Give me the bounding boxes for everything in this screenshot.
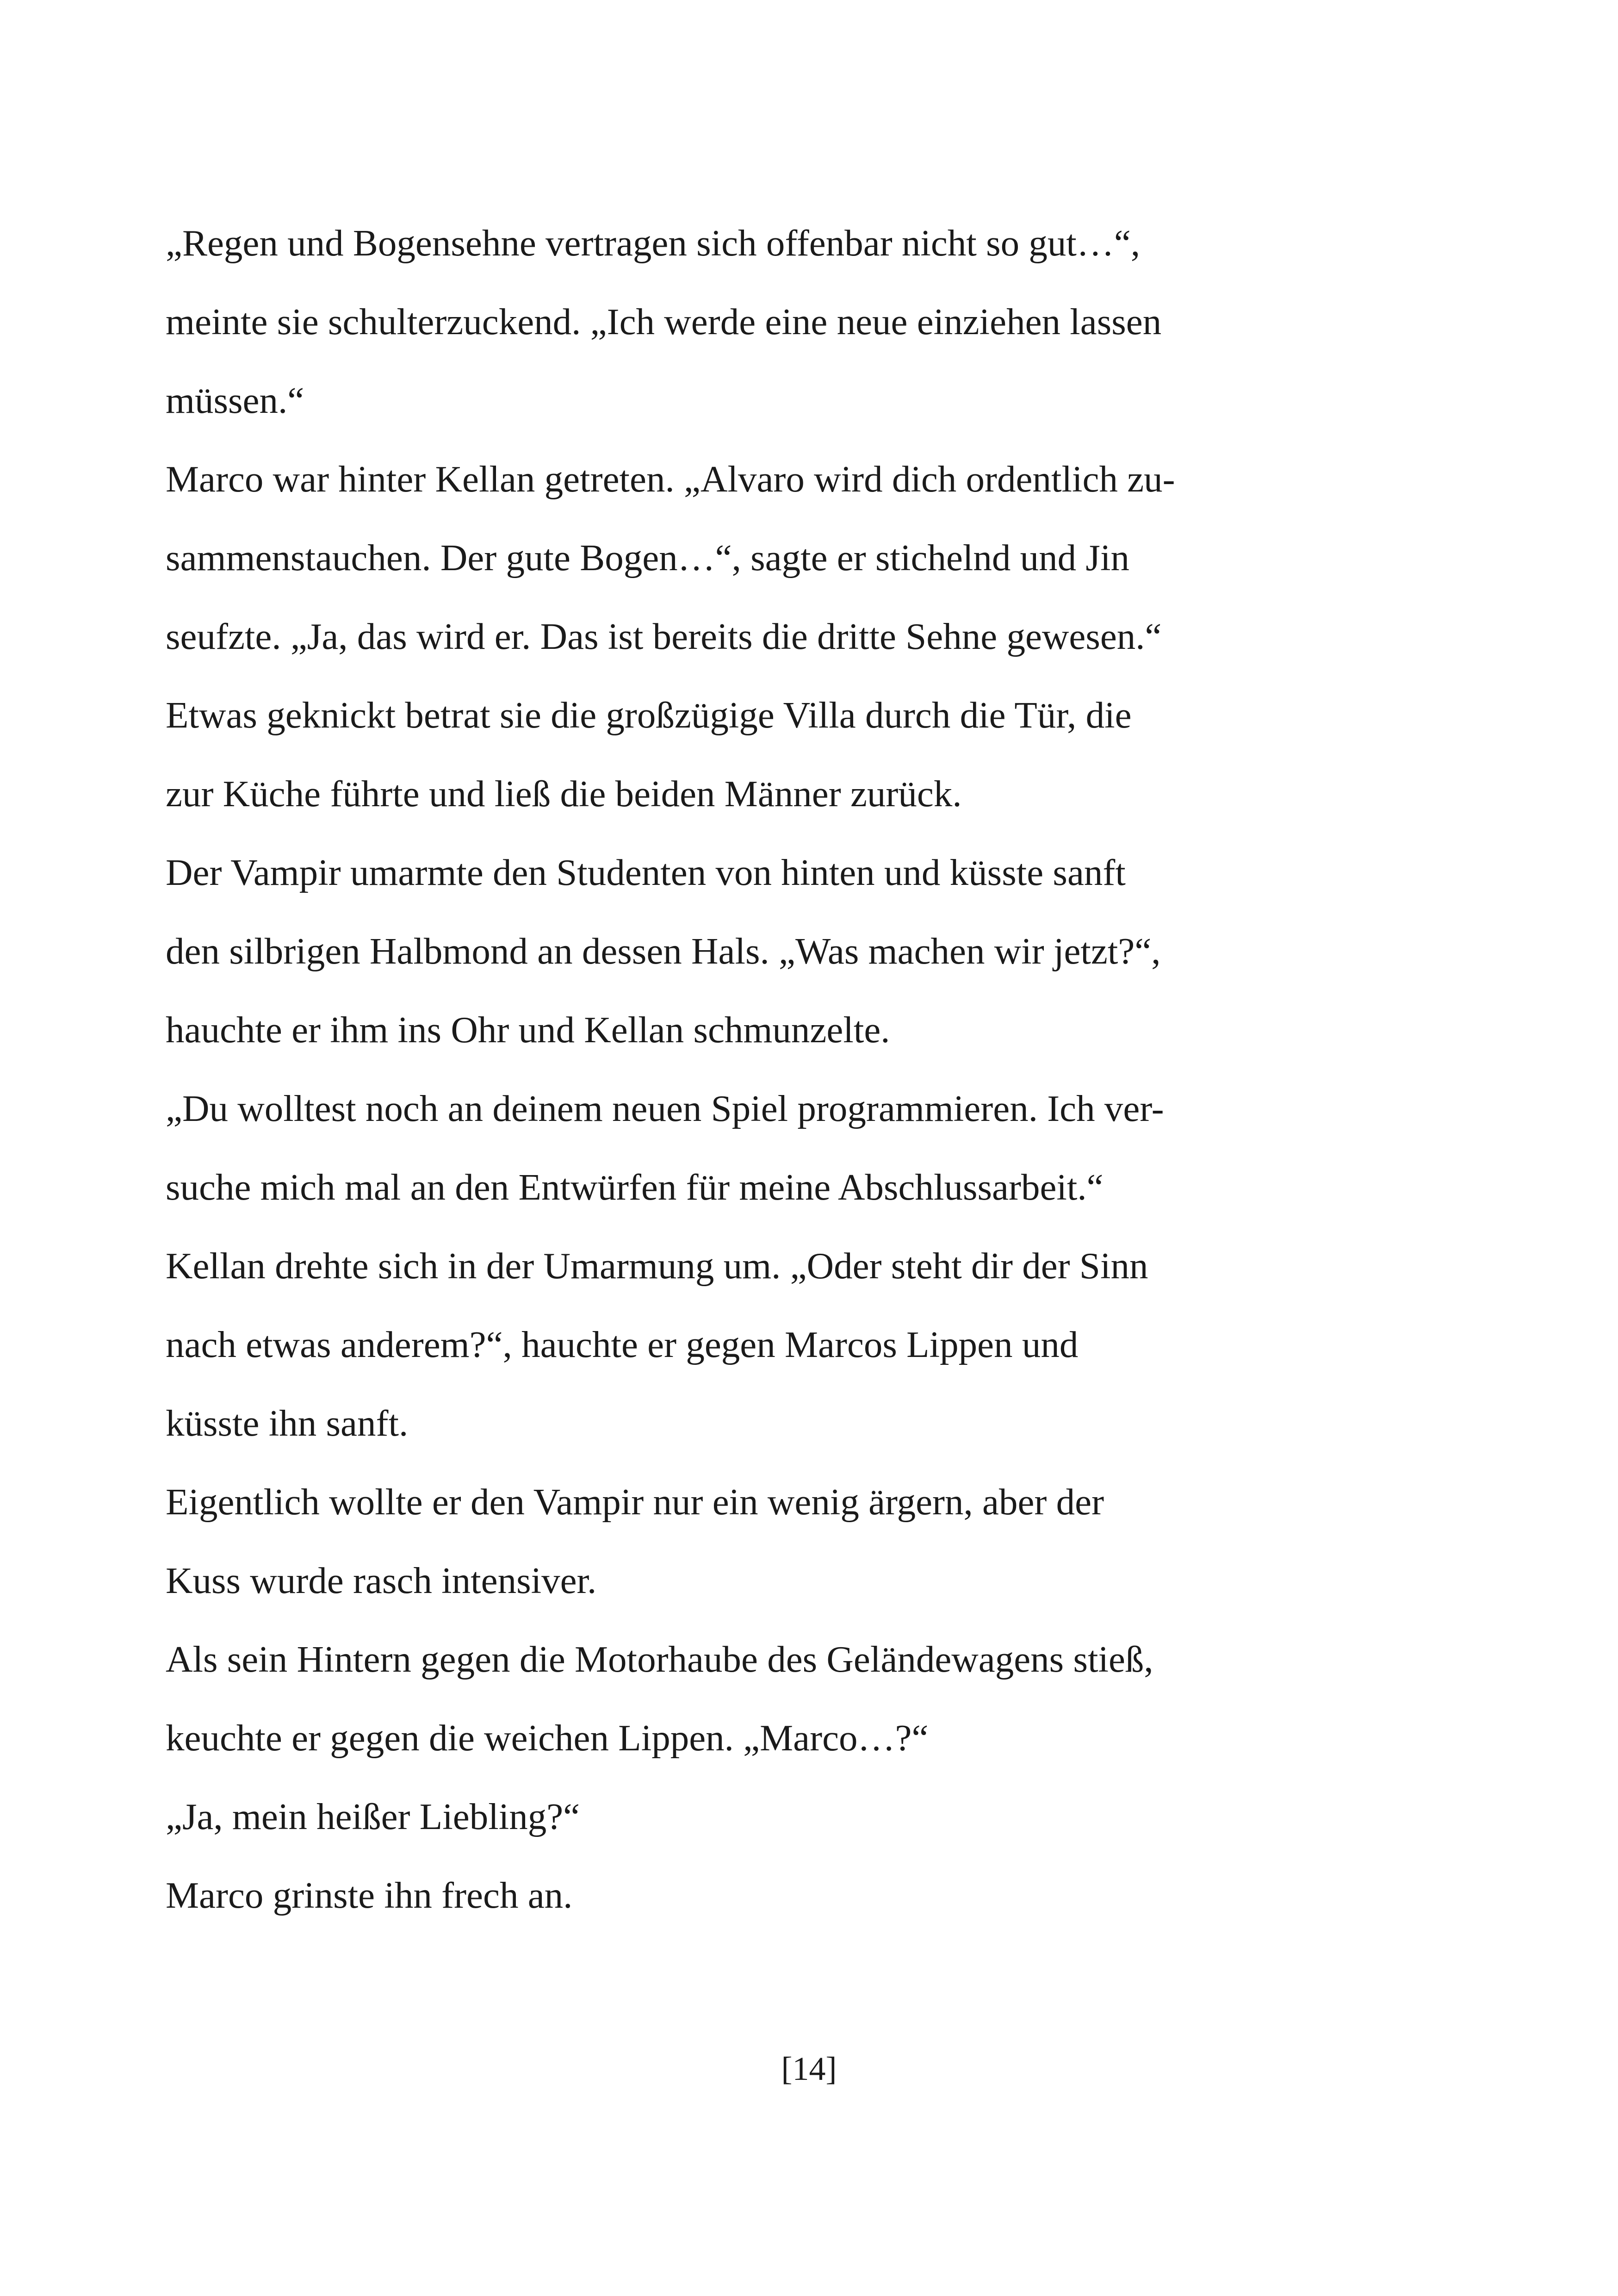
text-line: sammenstauchen. Der gute Bogen…“, sagte er stichelnd und Jin (166, 537, 1129, 579)
text-line: „Du wolltest noch an deinem neuen Spiel programmieren. Ich ver- (166, 1088, 1164, 1129)
text-line: küsste ihn sanft. (166, 1402, 409, 1444)
text-line: nach etwas anderem?“, hauchte er gegen Marcos Lippen und (166, 1324, 1079, 1365)
text-line: „Regen und Bogensehne vertragen sich offenbar nicht so gut…“, (166, 222, 1141, 264)
text-line: Als sein Hintern gegen die Motorhaube des Geländewagens stieß, (166, 1638, 1153, 1680)
text-line: Kuss wurde rasch intensiver. (166, 1560, 597, 1601)
text-line: Der Vampir umarmte den Studenten von hinten und küsste sanft (166, 852, 1126, 893)
text-line: Marco war hinter Kellan getreten. „Alvaro wird dich ordentlich zu- (166, 458, 1175, 500)
text-line: Eigentlich wollte er den Vampir nur ein wenig ärgern, aber der (166, 1481, 1104, 1523)
text-line: den silbrigen Halbmond an dessen Hals. „Was machen wir jetzt?“, (166, 930, 1161, 972)
text-line: Kellan drehte sich in der Umarmung um. „Oder steht dir der Sinn (166, 1245, 1148, 1287)
text-line: meinte sie schulterzuckend. „Ich werde eine neue einziehen lassen (166, 301, 1162, 342)
text-line: Marco grinste ihn frech an. (166, 1874, 573, 1916)
text-line: suche mich mal an den Entwürfen für meine Abschlussarbeit.“ (166, 1166, 1103, 1208)
text-line: müssen.“ (166, 380, 304, 421)
text-line: Etwas geknickt betrat sie die großzügige Villa durch die Tür, die (166, 694, 1132, 736)
text-line: zur Küche führte und ließ die beiden Männer zurück. (166, 773, 962, 815)
text-line: seufzte. „Ja, das wird er. Das ist bereits die dritte Sehne gewesen.“ (166, 616, 1162, 657)
body-text (166, 204, 1461, 1935)
page-number: [14] (781, 2050, 837, 2087)
text-line: keuchte er gegen die weichen Lippen. „Marco…?“ (166, 1717, 929, 1759)
text-line: „Ja, mein heißer Liebling?“ (166, 1796, 580, 1837)
text-line: hauchte er ihm ins Ohr und Kellan schmunzelte. (166, 1009, 890, 1051)
